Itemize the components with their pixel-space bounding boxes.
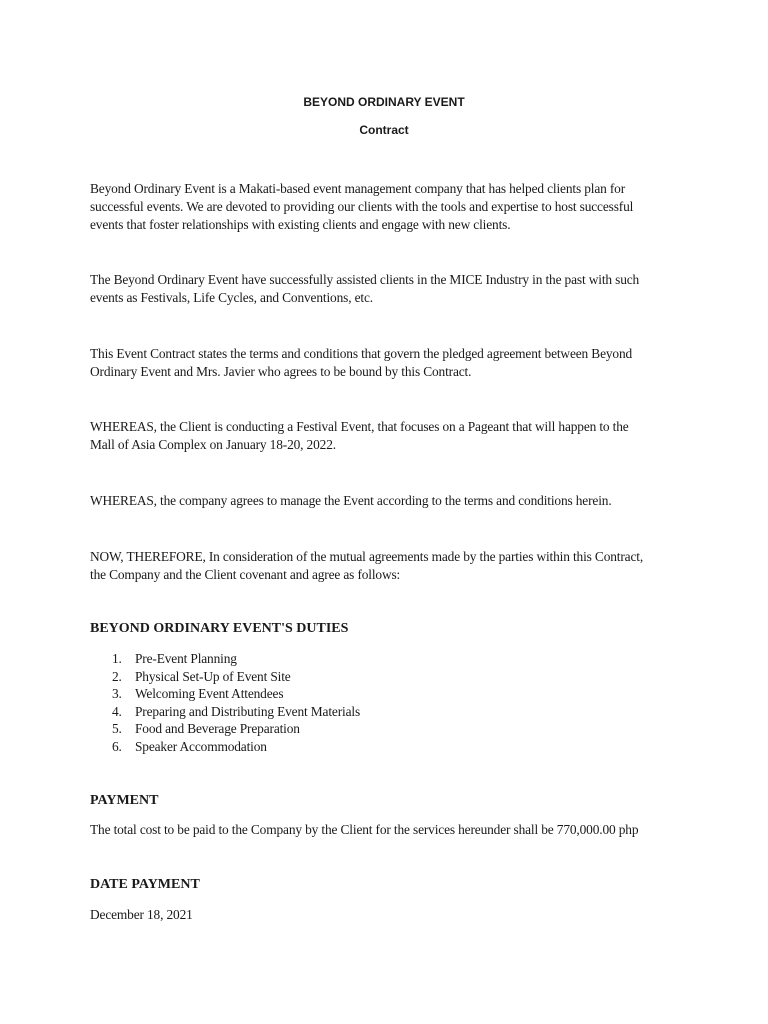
intro-paragraph	[90, 180, 690, 234]
payment-text	[90, 821, 690, 839]
paragraph-line: The total cost to be paid to the Company by the Client for the services hereunder shall be 770,000.00 php	[90, 822, 639, 837]
paragraph-line: Beyond Ordinary Event is a Makati-based event management company that has helped clients plan for	[90, 181, 626, 196]
list-item	[90, 668, 360, 686]
paragraph-line: events that foster relationships with existing clients and engage with new clients.	[90, 217, 511, 232]
date-payment-heading: DATE PAYMENT	[90, 877, 200, 892]
paragraph-line: WHEREAS, the Client is conducting a Festival Event, that focuses on a Pageant that will happen to the	[90, 419, 629, 434]
now-therefore-paragraph	[90, 548, 690, 584]
list-item-text: Food and Beverage Preparation	[135, 721, 300, 737]
list-item	[90, 650, 360, 668]
document-title: BEYOND ORDINARY EVENT	[303, 95, 465, 109]
list-item	[90, 720, 360, 738]
paragraph-line: the Company and the Client covenant and agree as follows:	[90, 567, 401, 582]
list-item-number: 2.	[112, 668, 122, 684]
paragraph-line: This Event Contract states the terms and conditions that govern the pledged agreement between Beyond	[90, 346, 633, 361]
contract-scope-paragraph	[90, 345, 690, 381]
payment-heading: PAYMENT	[90, 793, 159, 808]
paragraph-line: NOW, THEREFORE, In consideration of the mutual agreements made by the parties within this Contract,	[90, 549, 644, 564]
paragraph-line: Mall of Asia Complex on January 18-20, 2022.	[90, 437, 336, 452]
list-item-text: Speaker Accommodation	[135, 738, 267, 754]
list-item-number: 5.	[112, 721, 122, 737]
list-item-number: 3.	[112, 686, 122, 702]
list-item-text: Preparing and Distributing Event Materials	[135, 703, 361, 719]
list-item-number: 4.	[112, 703, 122, 719]
whereas-company-paragraph	[90, 492, 690, 510]
history-paragraph	[90, 271, 690, 307]
paragraph-line: successful events. We are devoted to providing our clients with the tools and expertise to host successful	[90, 199, 634, 214]
list-item-text: Pre-Event Planning	[135, 651, 237, 666]
paragraph-line: The Beyond Ordinary Event have successfully assisted clients in the MICE Industry in the past with such	[90, 272, 640, 287]
list-item	[90, 685, 360, 703]
list-item-number: 6.	[112, 738, 122, 754]
paragraph-line: Ordinary Event and Mrs. Javier who agrees to be bound by this Contract.	[90, 364, 472, 379]
paragraph-line: WHEREAS, the company agrees to manage the Event according to the terms and conditions herein.	[90, 493, 612, 508]
paragraph-line: December 18, 2021	[90, 907, 193, 922]
list-item-text: Physical Set-Up of Event Site	[135, 668, 291, 684]
document-subtitle: Contract	[359, 123, 409, 137]
list-item	[90, 738, 360, 756]
paragraph-line: events as Festivals, Life Cycles, and Conventions, etc.	[90, 290, 373, 305]
list-item-text: Welcoming Event Attendees	[135, 686, 284, 702]
list-item	[90, 703, 360, 721]
list-item-number: 1.	[112, 651, 122, 666]
duties-heading: BEYOND ORDINARY EVENT'S DUTIES	[90, 621, 349, 636]
date-payment-text	[90, 906, 690, 924]
whereas-client-paragraph	[90, 418, 690, 454]
duties-list	[90, 650, 360, 756]
